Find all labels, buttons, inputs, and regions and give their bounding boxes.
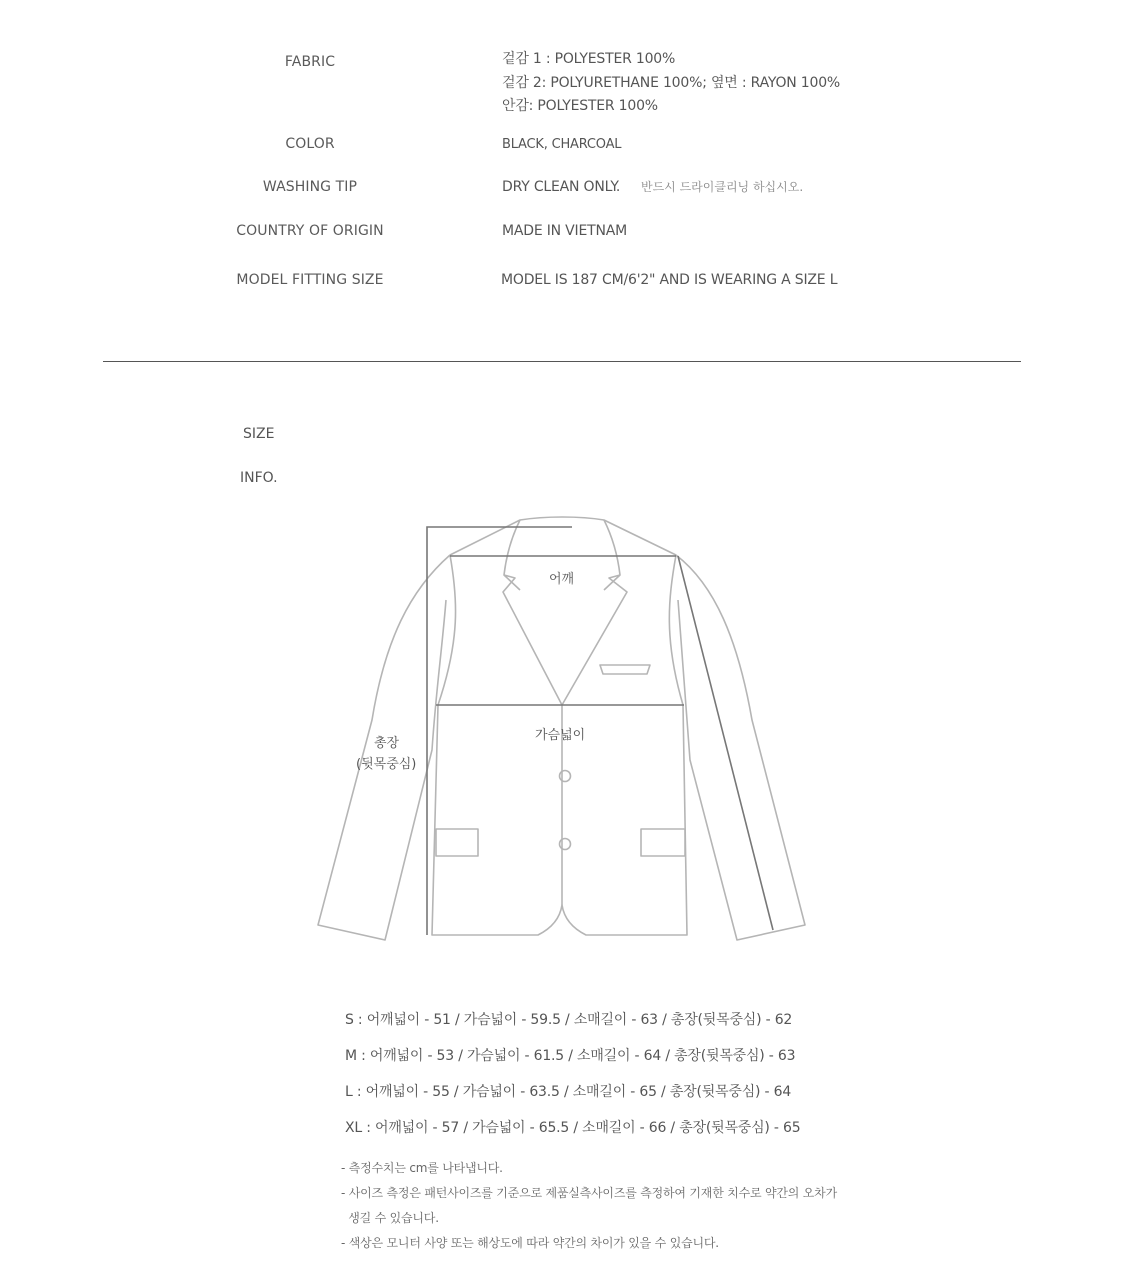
model-size-label: MODEL FITTING SIZE [236, 272, 384, 288]
fabric-line-2: 겉감 2: POLYURETHANE 100%; 옆면 : RAYON 100% [502, 75, 841, 91]
note-2: - 사이즈 측정은 패턴사이즈를 기준으로 제품실측사이즈를 측정하여 기재한 치수로 약간의 오차가 [341, 1186, 837, 1200]
size-info-title-line2: INFO. [240, 470, 278, 486]
jacket-body [432, 555, 687, 935]
size-row-s: S : 어깨넓이 - 51 / 가슴넓이 - 59.5 / 소매길이 - 63 / 총장(뒷목중심) - 62 [345, 1012, 793, 1028]
left-lapel [503, 575, 562, 705]
right-sleeve [676, 555, 805, 940]
chest-label: 가슴넓이 [535, 728, 586, 743]
model-size-value: MODEL IS 187 CM/6'2" AND IS WEARING A SIZE L [501, 272, 838, 288]
washing-label: WASHING TIP [262, 179, 358, 195]
origin-label: COUNTRY OF ORIGIN [236, 223, 384, 239]
color-label: COLOR [285, 136, 335, 152]
fabric-line-3: 안감: POLYESTER 100% [502, 98, 658, 114]
shoulder-label: 어깨 [549, 572, 575, 587]
color-value: BLACK, CHARCOAL [502, 137, 622, 152]
collar [450, 517, 676, 555]
fabric-label: FABRIC [284, 54, 336, 70]
size-row-l: L : 어깨넓이 - 55 / 가슴넓이 - 63.5 / 소매길이 - 65 / 총장(뒷목중심) - 64 [345, 1084, 792, 1100]
left-pocket [436, 829, 478, 856]
note-3: 생길 수 있습니다. [341, 1211, 439, 1225]
note-4: - 색상은 모니터 사양 또는 해상도에 따라 약간의 차이가 있을 수 있습니다. [341, 1236, 719, 1250]
origin-value: MADE IN VIETNAM [502, 223, 628, 239]
right-lapel [562, 575, 627, 705]
note-1: - 측정수치는 cm를 나타냅니다. [341, 1161, 503, 1175]
fabric-line-1: 겉감 1 : POLYESTER 100% [502, 51, 676, 67]
length-label-line2: (뒷목중심) [356, 757, 417, 772]
right-pocket [641, 829, 685, 856]
length-label-line1: 총장 [374, 736, 400, 751]
button-bottom [560, 839, 571, 850]
size-info-title-line1: SIZE [243, 426, 275, 442]
washing-note: 반드시 드라이클리닝 하십시오. [641, 180, 804, 194]
chest-pocket [600, 665, 650, 674]
button-top [560, 771, 571, 782]
washing-value: DRY CLEAN ONLY. [502, 179, 621, 195]
size-row-xl: XL : 어깨넓이 - 57 / 가슴넓이 - 65.5 / 소매길이 - 66 / 총장(뒷목중심) - 65 [345, 1120, 801, 1136]
size-row-m: M : 어깨넓이 - 53 / 가슴넓이 - 61.5 / 소매길이 - 64 / 총장(뒷목중심) - 63 [345, 1048, 796, 1064]
